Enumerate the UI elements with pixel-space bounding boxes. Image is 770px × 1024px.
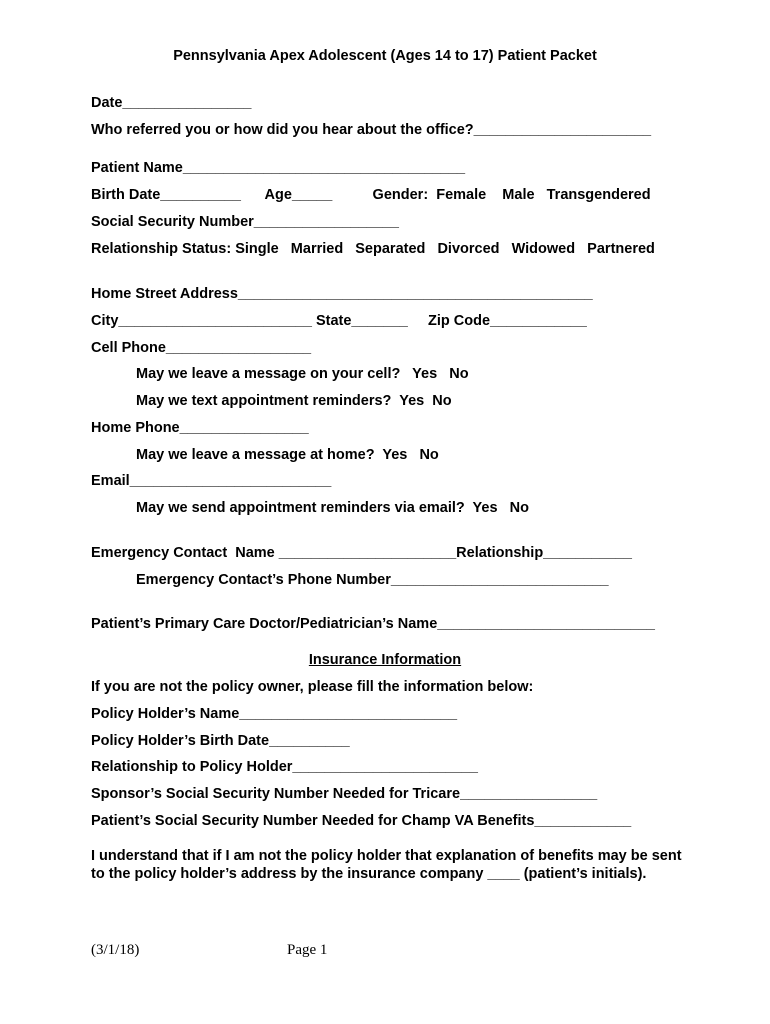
sponsor-ssn-field[interactable]: Sponsor’s Social Security Number Needed for Tricare_________________ [91,786,598,802]
text-reminders-question[interactable]: May we text appointment reminders? Yes No [136,393,452,409]
emergency-contact-row[interactable]: Emergency Contact Name ______________________Relationship___________ [91,545,632,561]
home-message-question[interactable]: May we leave a message at home? Yes No [136,447,439,463]
date-field[interactable]: Date________________ [91,95,252,111]
acknowledgement-paragraph[interactable]: I understand that if I am not the policy holder that explanation of benefits may be sent to the policy holder’s address by the insurance company ____ (patient’s initials). [91,848,682,882]
patient-name-field[interactable]: Patient Name___________________________________ [91,160,466,176]
emergency-phone-field[interactable]: Emergency Contact’s Phone Number___________________________ [136,572,609,588]
revision-date: (3/1/18) [91,942,140,958]
home-phone-field[interactable]: Home Phone________________ [91,420,309,436]
ssn-field[interactable]: Social Security Number__________________ [91,214,399,230]
insurance-intro: If you are not the policy owner, please fill the information below: [91,679,534,695]
relationship-to-holder-field[interactable]: Relationship to Policy Holder_______________________ [91,759,478,775]
cell-phone-field[interactable]: Cell Phone__________________ [91,340,312,356]
page-title: Pennsylvania Apex Adolescent (Ages 14 to 17) Patient Packet [173,48,597,64]
city-state-zip-row[interactable]: City________________________ State_______ Zip Code____________ [91,313,587,329]
policy-holder-name-field[interactable]: Policy Holder’s Name___________________________ [91,706,458,722]
referral-field[interactable]: Who referred you or how did you hear about the office?______________________ [91,122,652,138]
insurance-heading: Insurance Information [308,652,462,668]
email-field[interactable]: Email_________________________ [91,473,332,489]
policy-holder-birth-field[interactable]: Policy Holder’s Birth Date__________ [91,733,350,749]
relationship-status-row[interactable]: Relationship Status: Single Married Separated Divorced Widowed Partnered [91,241,655,257]
home-address-field[interactable]: Home Street Address____________________________________________ [91,286,593,302]
birth-age-gender-row[interactable]: Birth Date__________ Age_____ Gender: Female Male Transgendered [91,187,651,203]
page-number: Page 1 [287,942,328,958]
cell-message-question[interactable]: May we leave a message on your cell? Yes No [136,366,469,382]
email-reminders-question[interactable]: May we send appointment reminders via email? Yes No [136,500,529,516]
primary-doctor-field[interactable]: Patient’s Primary Care Doctor/Pediatrician’s Name___________________________ [91,616,655,632]
patient-ssn-champva-field[interactable]: Patient’s Social Security Number Needed for Champ VA Benefits____________ [91,813,632,829]
